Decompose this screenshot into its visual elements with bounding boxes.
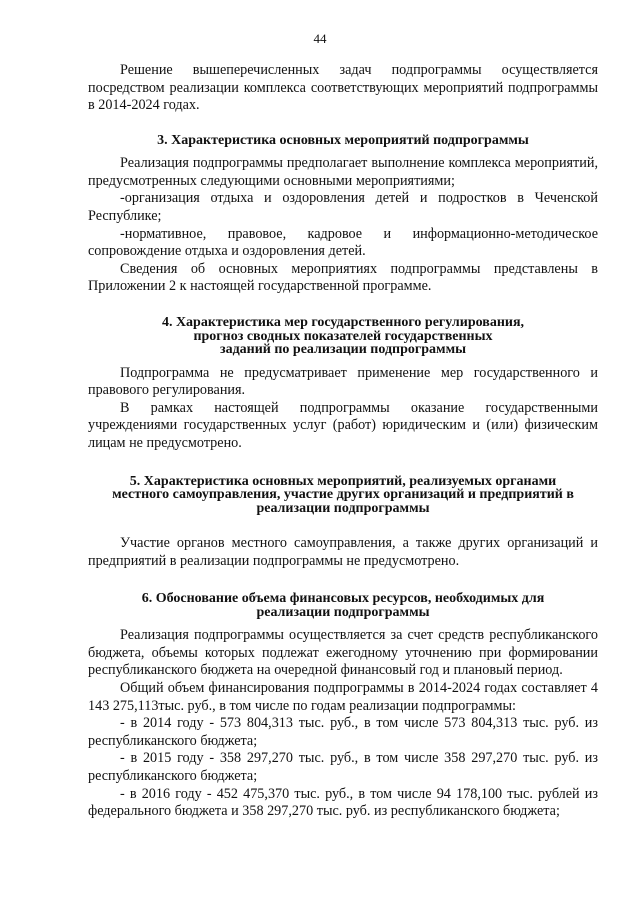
document-body <box>88 62 598 821</box>
section-5-title-line: местного самоуправления, участие других организаций и предприятий в <box>112 487 574 502</box>
section-6-paragraph-2: Общий объем финансирования подпрограммы в 2014-2024 годах составляет 4 143 275,113тыс. руб., в том числе по годам реализации подпрограммы: <box>88 679 598 714</box>
section-3-title: 3. Характеристика основных мероприятий подпрограммы <box>157 132 529 148</box>
section-3-item-1: -организация отдыха и оздоровления детей и подростков в Чеченской Республике; <box>88 190 598 225</box>
section-3-paragraph-2: Сведения об основных мероприятиях подпрограммы представлены в Приложении 2 к настоящей государственной программе. <box>88 260 598 295</box>
section-6-title-line: реализации подпрограммы <box>256 604 430 620</box>
section-4-title-line: прогноз сводных показателей государственных <box>193 328 493 344</box>
section-4-heading <box>88 316 598 357</box>
section-5-heading <box>88 475 598 516</box>
section-5-title-line: 5. Характеристика основных мероприятий, реализуемых органами <box>129 473 557 489</box>
section-5-paragraph-1: Участие органов местного самоуправления, а также других организаций и предприятий в реализации подпрограммы не предусмотрено. <box>88 535 598 569</box>
page-number: 44 <box>313 31 327 46</box>
section-6-heading <box>88 592 598 619</box>
intro-paragraph: Решение вышеперечисленных задач подпрограммы осуществляется посредством реализации комплекса соответствующих мероприятий подпрограммы в 2014-2024 годах. <box>88 62 598 114</box>
section-6-title-line: 6. Обоснование объема финансовых ресурсов, необходимых для <box>141 591 545 607</box>
section-4-paragraph-2: В рамках настоящей подпрограммы оказание государственными учреждениями государственных услуг (работ) юридическим и (или) физическим лицам не предусмотрено. <box>88 399 598 451</box>
section-3-paragraph-1: Реализация подпрограммы предполагает выполнение комплекса мероприятий, предусмотренных следующими основными мероприятиями; <box>88 155 598 189</box>
section-5-title-line: реализации подпрограммы <box>256 500 430 516</box>
section-4-title-line: заданий по реализации подпрограммы <box>219 342 467 358</box>
funding-2015: - в 2015 году - 358 297,270 тыс. руб., в том числе 358 297,270 тыс. руб. из республиканского бюджета; <box>88 750 598 784</box>
funding-2016: - в 2016 году - 452 475,370 тыс. руб., в том числе 94 178,100 тыс. рублей из федерального бюджета и 358 297,270 тыс. руб. из республиканского бюджета; <box>88 785 598 820</box>
section-6-paragraph-1: Реализация подпрограммы осуществляется за счет средств республиканского бюджета, объемы которых подлежат ежегодному уточнению при формировании республиканского бюджета на очередной финансовый год и плановый период. <box>88 627 598 679</box>
funding-2014: - в 2014 году - 573 804,313 тыс. руб., в том числе 573 804,313 тыс. руб. из республиканского бюджета; <box>88 715 598 749</box>
section-4-title-line: 4. Характеристика мер государственного регулирования, <box>161 315 525 331</box>
section-3-item-2: -нормативное, правовое, кадровое и информационно-методическое сопровождение отдыха и оздоровления детей. <box>88 225 598 260</box>
section-4-paragraph-1: Подпрограмма не предусматривает применение мер государственного и правового регулирования. <box>88 364 598 399</box>
section-3-heading <box>88 134 598 148</box>
